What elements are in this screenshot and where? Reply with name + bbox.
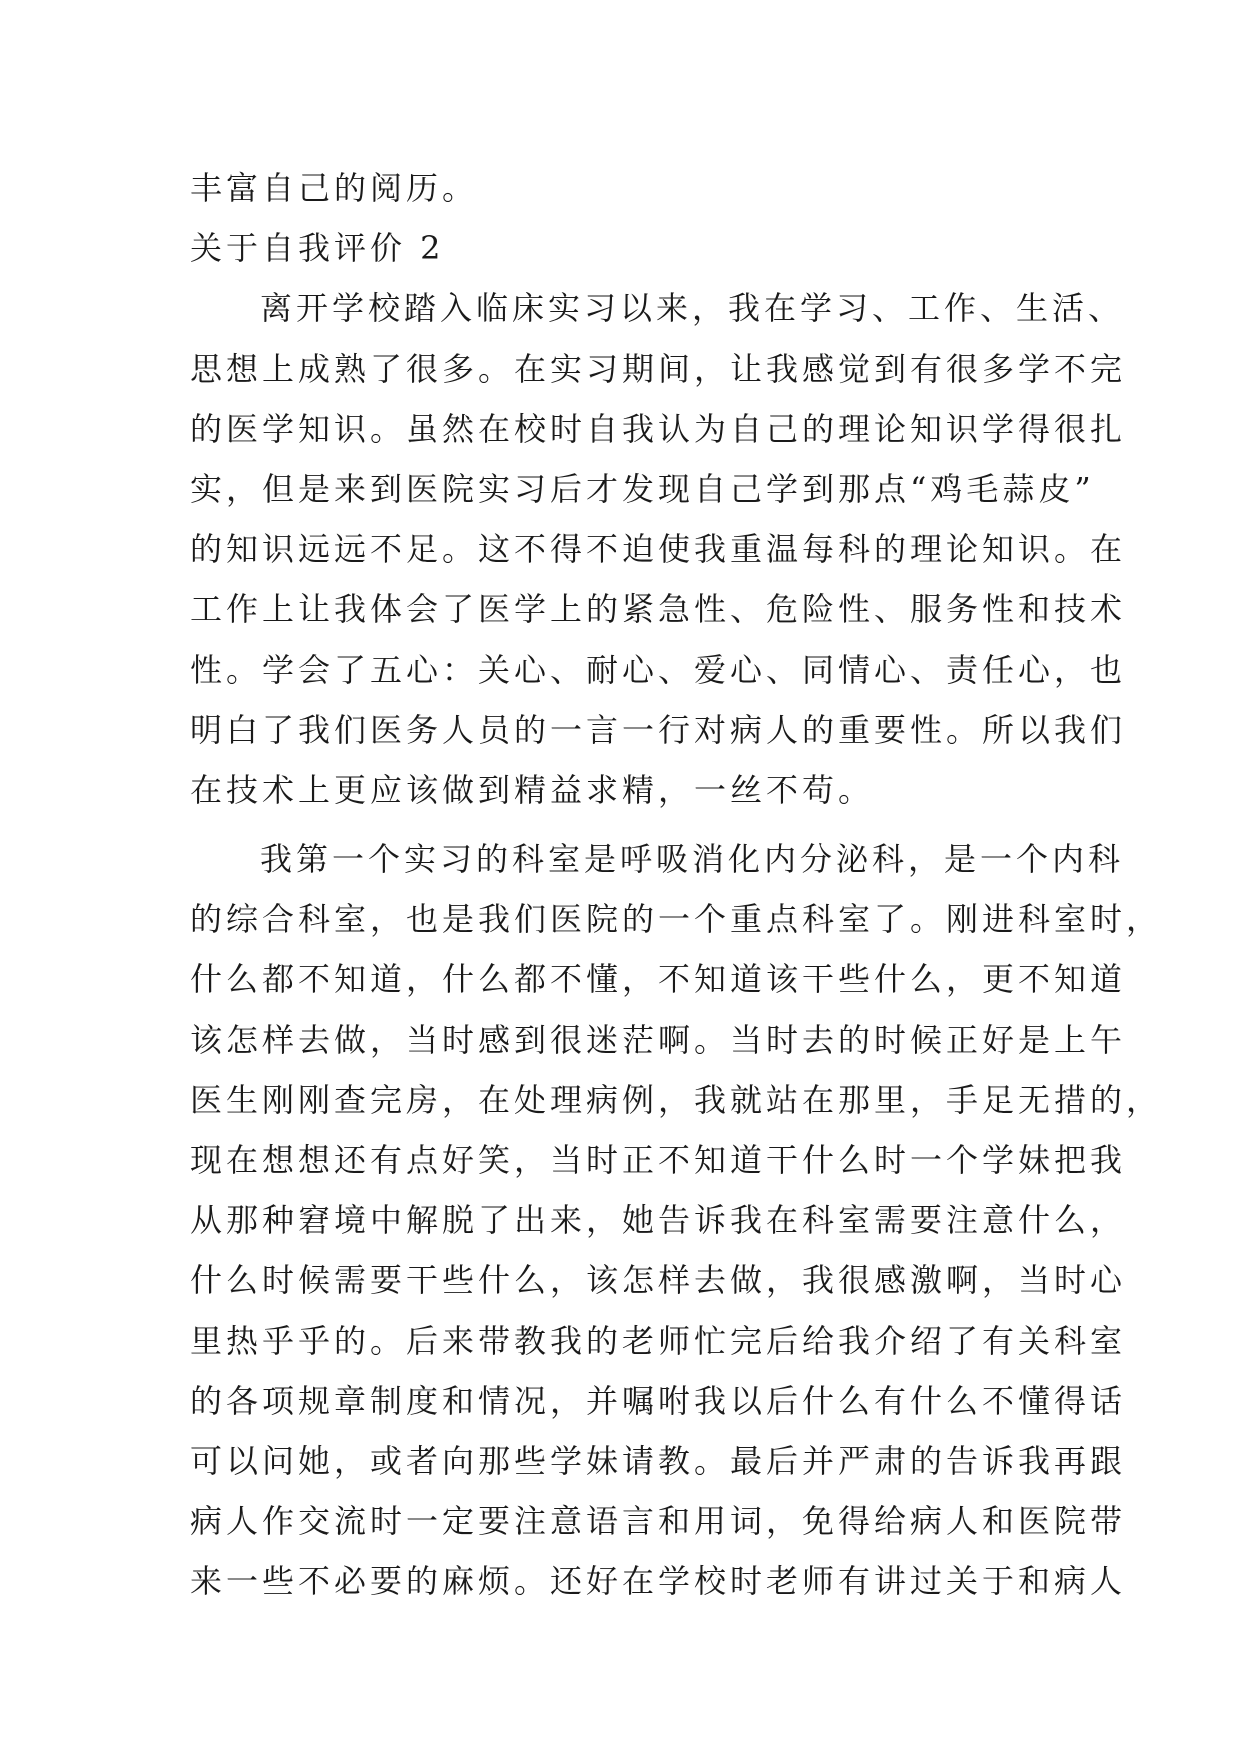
text-line: 我第一个实习的科室是呼吸消化内分泌科，是一个内科 (260, 840, 1125, 879)
paragraph-2 (190, 829, 1163, 1611)
text-line: 里热乎乎的。后来带教我的老师忙完后给我介绍了有关科室 (190, 1321, 1127, 1360)
text-line: 病人作交流时一定要注意语言和用词，免得给病人和医院带 (190, 1502, 1127, 1541)
text-line: 思想上成熟了很多。在实习期间，让我感觉到有很多学不完 (190, 349, 1127, 388)
text-line: 丰富自己的阅历。 (190, 169, 479, 207)
text-line: 现在想想还有点好笑，当时正不知道干什么时一个学妹把我 (190, 1141, 1127, 1179)
text-line: 什么都不知道，什么都不懂，不知道该干些什么，更不知道 (190, 960, 1127, 999)
text-line: 来一些不必要的麻烦。还好在学校时老师有讲过关于和病人 (190, 1562, 1127, 1601)
text-line: 在技术上更应该做到精益求精，一丝不苟。 (190, 770, 875, 809)
text-line: 性。学会了五心：关心、耐心、爱心、同情心、责任心，也 (190, 650, 1127, 689)
document-page (190, 158, 1163, 1612)
paragraph-spacer (190, 820, 1060, 829)
paragraph-1 (190, 278, 1127, 820)
text-line: 工作上让我体会了医学上的紧急性、危险性、服务性和技术 (190, 590, 1127, 629)
text-line: 的各项规章制度和情况，并嘱咐我以后什么有什么不懂得话 (190, 1381, 1127, 1420)
text-line: 离开学校踏入临床实习以来，我在学习、工作、生活、 (260, 289, 1125, 328)
text-line: 的医学知识。虽然在校时自我认为自己的理论知识学得很扎 (190, 409, 1127, 448)
text-line: 什么时候需要干些什么，该怎样去做，我很感激啊，当时心 (190, 1261, 1127, 1300)
section-title: 关于自我评价 2 (190, 229, 445, 268)
text-line: 实，但是来到医院实习后才发现自己学到那点“鸡毛蒜皮” (190, 469, 1095, 508)
text-line: 医生刚刚查完房，在处理病例，我就站在那里，手足无措的， (190, 1080, 1163, 1119)
text-line: 该怎样去做，当时感到很迷茫啊。当时去的时候正好是上午 (190, 1020, 1127, 1059)
text-line: 可以问她，或者向那些学妹请教。最后并严肃的告诉我再跟 (190, 1441, 1127, 1480)
text-line: 明白了我们医务人员的一言一行对病人的重要性。所以我们 (190, 710, 1127, 749)
text-line: 的综合科室，也是我们医院的一个重点科室了。刚进科室时， (190, 900, 1163, 939)
text-line: 的知识远远不足。这不得不迫使我重温每科的理论知识。在 (190, 530, 1127, 569)
text-line: 从那种窘境中解脱了出来，她告诉我在科室需要注意什么， (190, 1201, 1127, 1240)
